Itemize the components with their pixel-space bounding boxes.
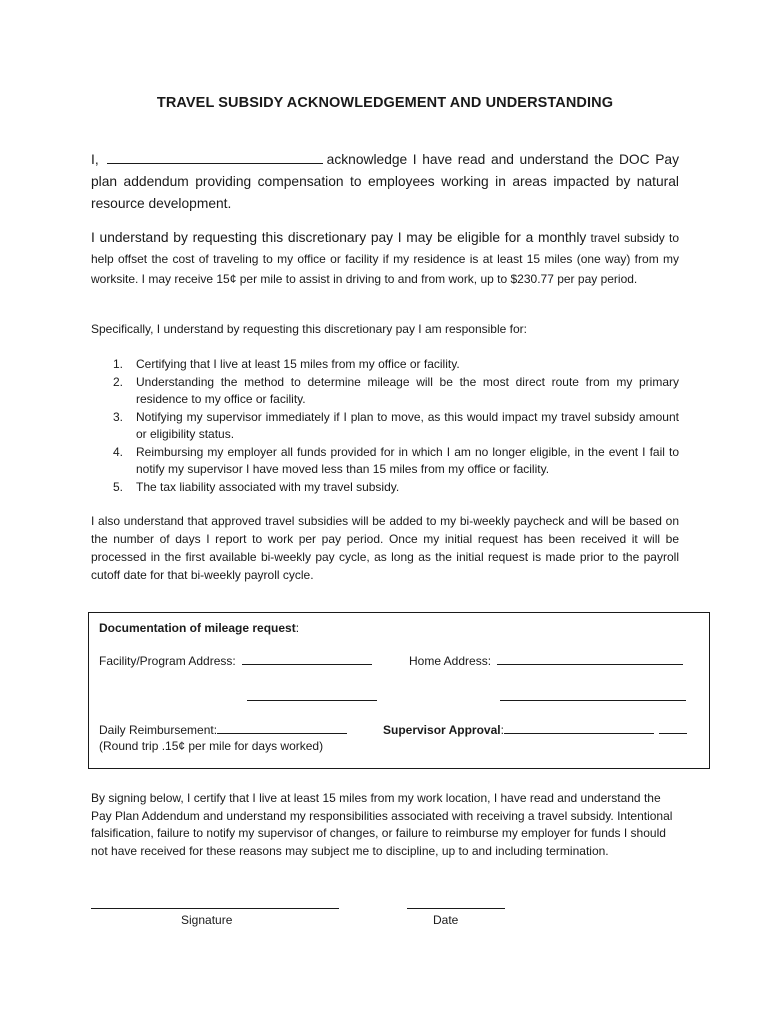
supervisor-approval-label: Supervisor Approval [383,723,501,737]
list-item-text: Certifying that I live at least 15 miles from my office or facility. [136,357,460,371]
list-item-number: 1. [113,357,124,371]
daily-reimbursement-label: Daily Reimbursement: [99,723,218,737]
supervisor-approval-date-field[interactable] [659,722,687,734]
mileage-box-heading-text: Documentation of mileage request [99,621,296,635]
list-item-number: 4. [113,444,124,459]
daily-reimbursement-row [99,722,347,737]
date-label: Date [433,913,459,927]
employee-name-field[interactable] [107,151,323,164]
acknowledgement-prefix: I, [91,152,99,167]
list-item [91,374,679,409]
responsibilities-list [91,356,679,496]
supervisor-approval-field[interactable] [504,722,654,734]
list-item-text: Notifying my supervisor immediately if I plan to move, as this would impact my travel subsidy amount or eligibility status. [136,409,679,441]
mileage-box-heading [99,621,299,635]
facility-address-row [99,653,372,668]
supervisor-approval-colon: : [500,723,504,737]
facility-address-label: Facility/Program Address: [99,654,236,668]
list-item [91,479,679,497]
list-item-text: The tax liability associated with my travel subsidy. [136,479,400,494]
list-item [91,444,679,479]
list-item [91,409,679,444]
date-field[interactable] [407,908,505,909]
acknowledgement-paragraph [91,149,679,215]
acknowledgement-text: acknowledge I have read and understand the DOC Pay plan addendum providing compensation to employees working in areas impacted by natural resource development. [91,152,679,211]
list-item-text: Reimbursing my employer all funds provided for in which I am no longer eligible, in the event I fail to notify my supervisor I have moved less than 15 miles from my office or facility. [136,444,679,476]
mileage-box-heading-colon: : [295,621,300,635]
eligibility-text: travel subsidy to help offset the cost of traveling to my office or facility if my residence is at least 15 miles (one way) from my worksite. I may receive 15¢ per mile to assist in driving to and from work, up to $230.77 per pay period. [91,231,679,286]
facility-address-field-line2[interactable] [247,700,377,701]
certification-paragraph: By signing below, I certify that I live at least 15 miles from my work location, I have read and understand the Pay Plan Addendum and understand my responsibilities associated with receiving a travel subsidy. Intentional falsification, failure to notify my supervisor of changes, or failure to reimburse my employer for funds I should not have received for these reasons may subject me to discipline, up to and including termination. [91,791,673,858]
facility-address-field[interactable] [242,653,372,665]
eligibility-paragraph [91,228,679,290]
daily-reimbursement-note: (Round trip .15¢ per mile for days worked) [99,739,324,753]
home-address-label: Home Address: [409,654,492,668]
eligibility-lead-text: I understand by requesting this discretionary pay I may be eligible for a monthly [91,230,587,245]
list-item-number: 2. [113,374,124,389]
list-item-number: 5. [113,479,124,494]
mileage-documentation-box [88,612,710,769]
list-item [91,356,679,374]
home-address-field-line2[interactable] [500,700,686,701]
responsibilities-intro: Specifically, I understand by requesting this discretionary pay I am responsible for: [91,322,527,336]
signature-label: Signature [181,913,233,927]
document-title: TRAVEL SUBSIDY ACKNOWLEDGEMENT AND UNDERSTANDING [156,95,614,111]
daily-reimbursement-field[interactable] [217,722,347,734]
supervisor-approval-row [383,722,687,737]
list-item-text: Understanding the method to determine mileage will be the most direct route from my primary residence to my office or facility. [136,374,679,406]
paycheck-paragraph: I also understand that approved travel subsidies will be added to my bi-weekly paycheck and will be based on the number of days I report to work per pay period. Once my initial request has been received it will be processed in the first available bi-weekly pay cycle, as long as the initial request is made prior to the payroll cutoff date for that bi-weekly payroll cycle. [91,514,679,582]
home-address-field[interactable] [497,653,683,665]
home-address-row [409,653,683,668]
list-item-number: 3. [113,409,124,424]
signature-field[interactable] [91,908,339,909]
